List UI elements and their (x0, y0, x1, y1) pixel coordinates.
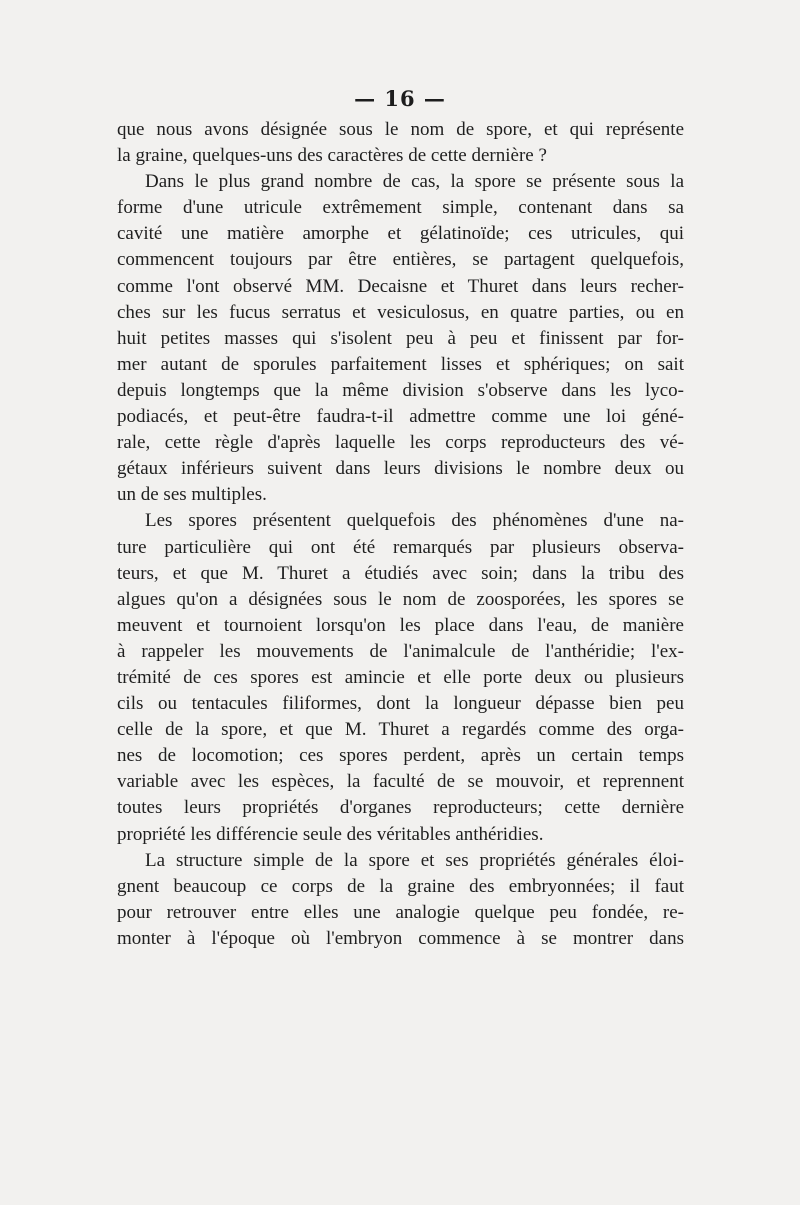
text-line: La structure simple de la spore et ses propriétés générales éloi- (145, 849, 684, 871)
text-line: mer autant de sporules parfaitement lisses et sphériques; on sait (117, 353, 684, 375)
text-line: toutes leurs propriétés d'organes reproducteurs; cette dernière (117, 797, 684, 819)
text-line: cils ou tentacules filiformes, dont la longueur dépasse bien peu (117, 693, 684, 715)
paragraph (117, 508, 684, 847)
text-line: rale, cette règle d'après laquelle les corps reproducteurs des vé- (117, 432, 684, 454)
text-line: trémité de ces spores est amincie et elle porte deux ou plusieurs (117, 666, 684, 688)
text-line: comme l'ont observé MM. Decaisne et Thuret dans leurs recher- (117, 275, 684, 297)
text-line: algues qu'on a désignées sous le nom de zoosporées, les spores se (117, 588, 684, 610)
text-line: Dans le plus grand nombre de cas, la spore se présente sous la (145, 171, 684, 193)
text-line: cavité une matière amorphe et gélatinoïde; ces utricules, qui (117, 223, 684, 245)
text-line: propriété les différencie seule des véritables anthéridies. (117, 823, 544, 845)
paragraph (117, 848, 684, 952)
body-text (117, 117, 684, 952)
text-line: ches sur les fucus serratus et vesiculosus, en quatre parties, ou en (117, 301, 684, 323)
text-line: variable avec les espèces, la faculté de se mouvoir, et reprennent (117, 771, 684, 793)
text-line: Les spores présentent quelquefois des phénomènes d'une na- (145, 510, 684, 532)
text-line: à rappeler les mouvements de l'animalcule de l'anthéridie; l'ex- (117, 640, 684, 662)
text-line: monter à l'époque où l'embryon commence à se montrer dans (117, 927, 684, 949)
text-line: meuvent et tournoient lorsqu'on les place dans l'eau, de manière (117, 614, 684, 636)
text-line: nes de locomotion; ces spores perdent, après un certain temps (117, 745, 684, 767)
text-line: que nous avons désignée sous le nom de spore, et qui représente (117, 119, 684, 140)
text-line: pour retrouver entre elles une analogie quelque peu fondée, re- (117, 901, 684, 923)
text-line: forme d'une utricule extrêmement simple, contenant dans sa (117, 197, 684, 219)
paragraph (117, 117, 684, 169)
text-line: depuis longtemps que la même division s'observe dans les lyco- (117, 379, 684, 401)
text-line: commencent toujours par être entières, se partagent quelquefois, (117, 249, 684, 271)
page-number: — 16 — (354, 86, 446, 111)
text-line: huit petites masses qui s'isolent peu à peu et finissent par for- (117, 327, 684, 349)
text-line: ture particulière qui ont été remarqués par plusieurs observa- (117, 536, 684, 558)
text-line: gétaux inférieurs suivent dans leurs divisions le nombre deux ou (117, 458, 684, 480)
text-line: la graine, quelques-uns des caractères de cette dernière ? (117, 145, 547, 167)
text-line: un de ses multiples. (117, 484, 267, 506)
paragraph (117, 169, 684, 508)
text-line: teurs, et que M. Thuret a étudiés avec soin; dans la tribu des (117, 562, 684, 584)
text-line: podiacés, et peut-être faudra-t-il admettre comme une loi géné- (117, 406, 684, 428)
text-line: celle de la spore, et que M. Thuret a regardés comme des orga- (117, 719, 684, 741)
text-line: gnent beaucoup ce corps de la graine des embryonnées; il faut (117, 875, 684, 897)
